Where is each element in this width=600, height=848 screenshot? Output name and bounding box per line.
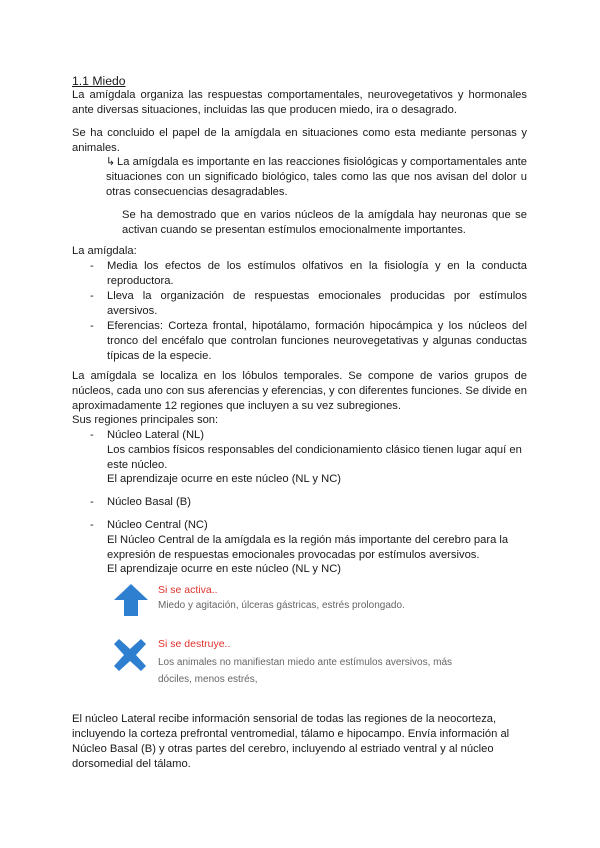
region-lateral-learning: El aprendizaje ocurre en este núcleo (NL y NC) — [107, 473, 342, 485]
region-central-title: Núcleo Central (NC) — [107, 519, 208, 531]
arrow-up-icon — [113, 583, 149, 617]
region-dash: - — [90, 496, 94, 508]
region-central-text: El Núcleo Central de la amígdala es la región más importante del cerebro para la expresión de respuestas emocionales provocadas por estímulos aversivos. — [107, 534, 509, 561]
bullet-item-1: Media los efectos de los estímulos olfativos en la fisiología y en la conducta reproductora. — [107, 260, 527, 287]
region-dash: - — [90, 519, 94, 531]
destroy-text: Los animales no manifiestan miedo ante estímulos aversivos, más dóciles, menos estrés, — [158, 657, 453, 685]
cross-icon — [113, 638, 147, 672]
activate-text: Miedo y agitación, úlceras gástricas, estrés prolongado. — [158, 600, 405, 611]
amygdala-label: La amígdala: — [72, 245, 137, 257]
activate-title: Si se activa.. — [158, 584, 218, 596]
section-heading: 1.1 Miedo — [72, 74, 126, 88]
bullet-dash: - — [90, 290, 94, 302]
region-dash: - — [90, 429, 94, 441]
location-paragraph: La amígdala se localiza en los lóbulos temporales. Se compone de varios grupos de núcleos, cada uno con sus aferencias y eferencias, y con diferentes funciones. Se divide en aproximadamente 12 regiones que incluyen a su vez subregiones. — [72, 370, 527, 412]
indent-paragraph-1: La amígdala es importante en las reacciones fisiológicas y comportamentales ante situaciones con un significado biológico, tales como las que nos avisan del dolor u otras consecuencias desagradables. — [106, 156, 527, 198]
region-lateral-text: Los cambios físicos responsables del condicionamiento clásico tienen lugar aquí en este núcleo. — [107, 444, 522, 471]
bullet-item-3: Eferencias: Corteza frontal, hipotálamo, formación hipocámpica y los núcleos del tronco del encéfalo que controlan funciones neurovegetativas y algunas conductas típicas de la especie. — [107, 320, 527, 362]
indent-arrow-icon: ↳ — [106, 156, 116, 168]
region-lateral-title: Núcleo Lateral (NL) — [107, 429, 205, 441]
bullet-item-2: Lleva la organización de respuestas emocionales producidas por estímulos aversivos. — [107, 290, 527, 317]
region-central-learning: El aprendizaje ocurre en este núcleo (NL y NC) — [107, 563, 342, 575]
final-paragraph: El núcleo Lateral recibe información sensorial de todas las regiones de la neocorteza, incluyendo la corteza prefrontal ventromedial, tálamo e hipocampo. Envía información al Núcleo Basal (B) y otras partes del cerebro, incluyendo al estriado ventral y al núcleo dorsomedial del tálamo. — [72, 713, 510, 770]
regions-label: Sus regiones principales son: — [72, 414, 219, 426]
indent-paragraph-2: Se ha demostrado que en varios núcleos de la amígdala hay neuronas que se activan cuando se presentan estímulos emocionalmente importantes. — [122, 209, 527, 236]
destroy-title: Si se destruye.. — [158, 638, 231, 650]
region-basal-title: Núcleo Basal (B) — [107, 496, 191, 508]
intro-paragraph: La amígdala organiza las respuestas comportamentales, neurovegetativos y hormonales ante diversas situaciones, incluidas las que producen miedo, ira o desagrado. — [72, 89, 527, 116]
bullet-dash: - — [90, 260, 94, 272]
bullet-dash: - — [90, 320, 94, 332]
method-paragraph: Se ha concluido el papel de la amígdala en situaciones como esta mediante personas y animales. — [72, 127, 527, 154]
